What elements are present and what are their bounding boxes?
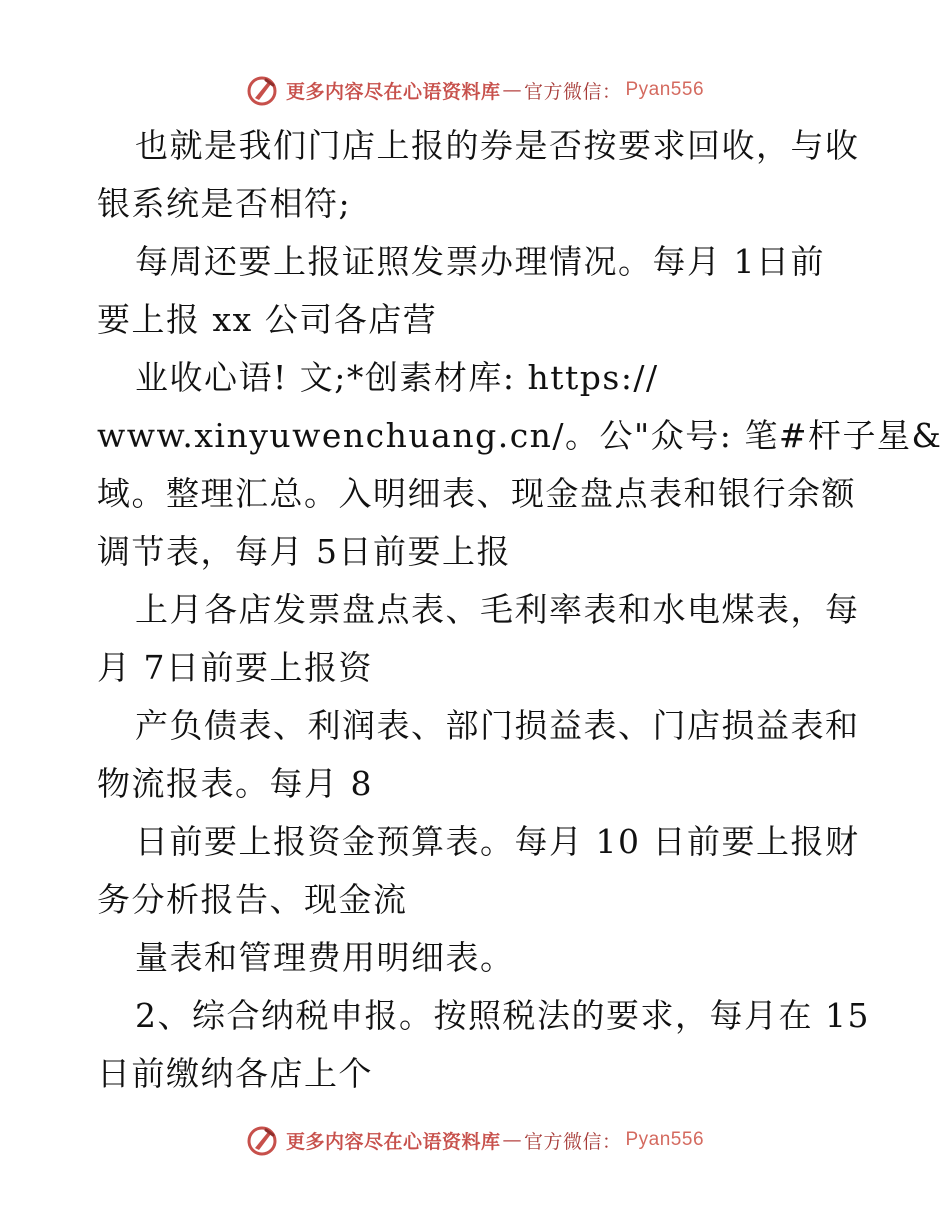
header-banner (0, 70, 950, 110)
body-line: 物流报表。每月 8 (97, 764, 373, 803)
body-line: 日前缴纳各店上个 (97, 1054, 373, 1093)
body-line: 要上报 xx 公司各店营 (97, 300, 438, 339)
footer-wechat-id: Pyan556 (625, 1129, 705, 1150)
header-wechat-id: Pyan556 (625, 79, 705, 100)
body-line: 2、综合纳税申报。按照税法的要求，每月在 15 (135, 996, 870, 1035)
footer-dash: — (502, 1129, 522, 1151)
body-line: 业收心语! 文;*创素材库: https:// (135, 358, 659, 397)
header-wechat-label: 官方微信： (523, 80, 622, 103)
body-line: 调节表，每月 5日前要上报 (97, 532, 511, 571)
body-line: 上月各店发票盘点表、毛利率表和水电煤表，每 (135, 590, 860, 629)
body-line: 量表和管理费用明细表。 (135, 938, 515, 977)
footer-site-name: 更多内容尽在心语资料库 (285, 1130, 501, 1153)
header-dash: — (502, 79, 522, 101)
body-line: 产负债表、利润表、部门损益表、门店损益表和 (135, 706, 860, 745)
pen-seal-logo-icon (246, 74, 278, 106)
body-line: 域。整理汇总。入明细表、现金盘点表和银行余额 (97, 474, 856, 513)
body-line: 日前要上报资金预算表。每月 10 日前要上报财 (135, 822, 860, 861)
body-line: 月 7日前要上报资 (97, 648, 373, 687)
body-line: www.xinyuwenchuang.cn/。公"众号: 笔#杆子星& (97, 416, 943, 455)
pen-seal-logo-icon (246, 1124, 278, 1156)
footer-banner (0, 1120, 950, 1160)
header-site-name: 更多内容尽在心语资料库 (285, 80, 501, 103)
footer-wechat-label: 官方微信： (523, 1130, 622, 1153)
body-line: 每周还要上报证照发票办理情况。每月 1日前 (135, 242, 825, 281)
body-line: 银系统是否相符; (97, 184, 352, 223)
body-line: 务分析报告、现金流 (97, 880, 408, 919)
body-line: 也就是我们门店上报的券是否按要求回收，与收 (135, 126, 860, 165)
document-body (97, 117, 943, 1103)
